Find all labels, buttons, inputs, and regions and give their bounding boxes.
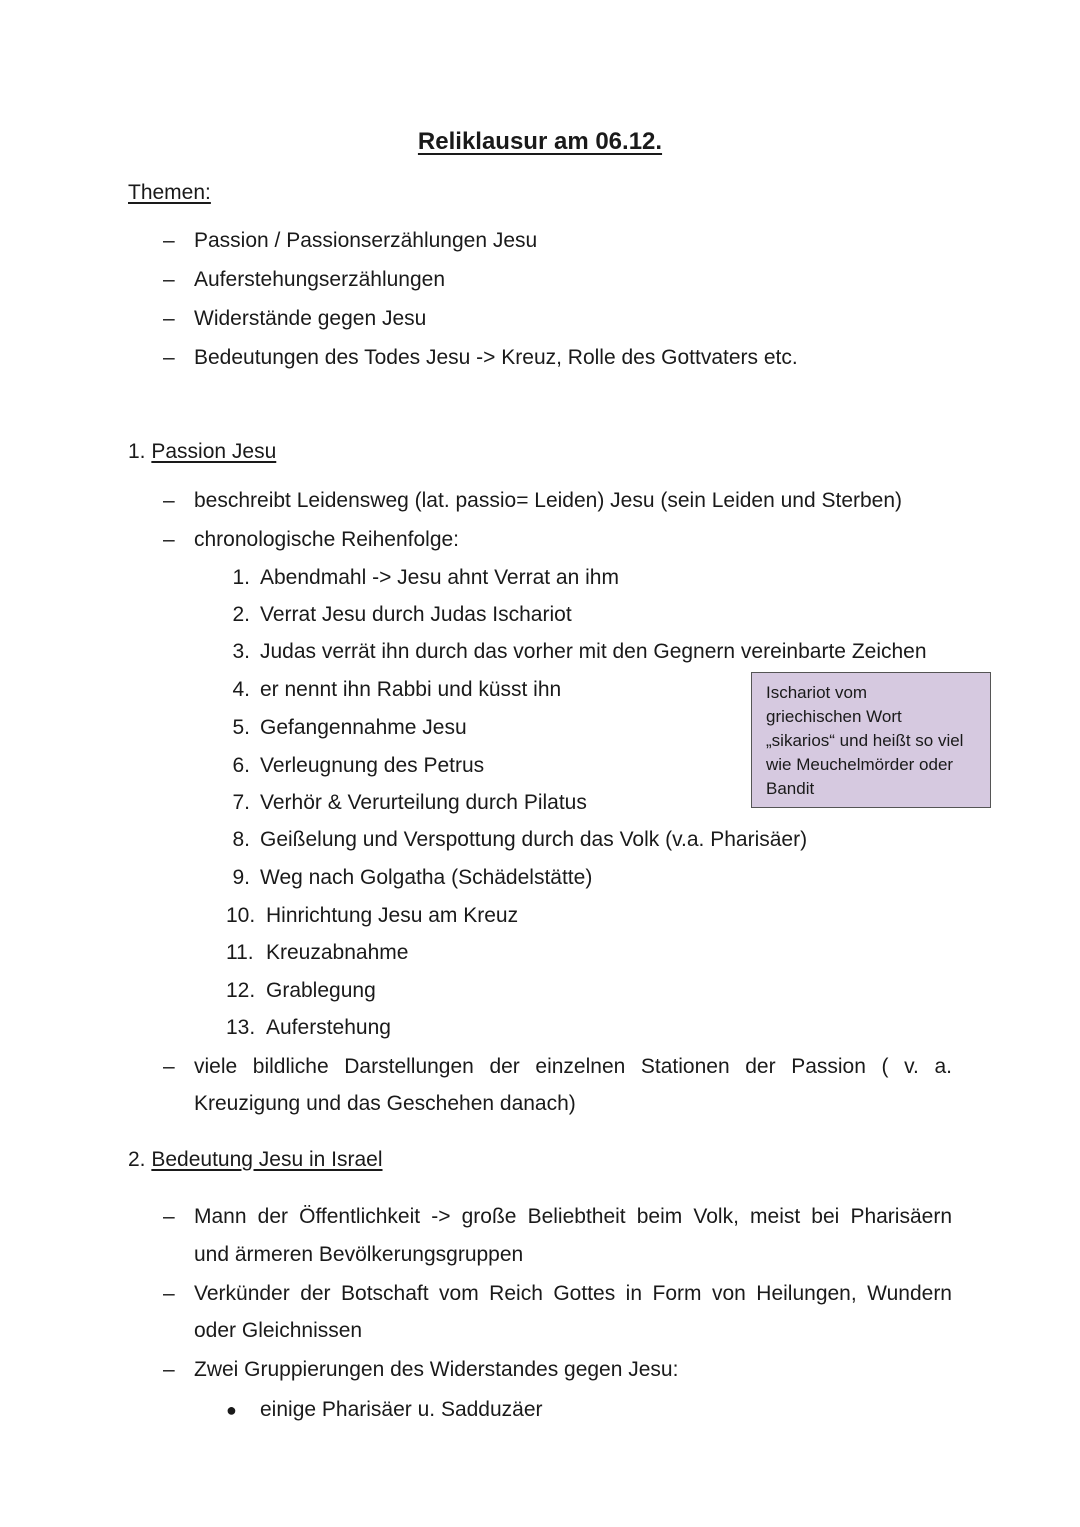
step-number: 5. xyxy=(232,716,250,739)
dash-marker: – xyxy=(163,268,175,291)
dash-marker: – xyxy=(163,307,175,330)
section2-number: 2. xyxy=(128,1148,146,1171)
dash-marker: – xyxy=(163,489,175,512)
step-number: 9. xyxy=(232,866,250,889)
step-text: Geißelung und Verspottung durch das Volk (v.a. Pharisäer) xyxy=(260,828,808,851)
section1-bullet-line: viele bildliche Darstellungen der einzelnen Stationen der Passion ( v. a. xyxy=(194,1055,952,1078)
dash-marker: – xyxy=(163,229,175,252)
section2-subitem: einige Pharisäer u. Sadduzäer xyxy=(260,1398,543,1421)
section2-bullet-line: Mann der Öffentlichkeit -> große Beliebtheit beim Volk, meist bei Pharisäern xyxy=(194,1205,952,1228)
step-number: 6. xyxy=(232,754,250,777)
step-text: Gefangennahme Jesu xyxy=(260,716,467,739)
section1-number: 1. xyxy=(128,440,146,463)
note-line: griechischen Wort xyxy=(766,707,902,726)
section2-bullet-line: Zwei Gruppierungen des Widerstandes gegen Jesu: xyxy=(194,1358,679,1381)
section2-title: Bedeutung Jesu in Israel xyxy=(151,1148,383,1171)
dash-marker: – xyxy=(163,1205,175,1228)
step-text: Auferstehung xyxy=(266,1016,391,1039)
step-text: Hinrichtung Jesu am Kreuz xyxy=(266,904,519,927)
step-number: 12. xyxy=(226,979,256,1002)
note-line: Bandit xyxy=(766,779,815,798)
step-number: 11. xyxy=(226,941,254,964)
section2-bullet-line: oder Gleichnissen xyxy=(194,1319,363,1342)
note-line: „sikarios“ und heißt so viel xyxy=(766,731,964,750)
themen-heading: Themen: xyxy=(128,181,211,204)
step-text: Kreuzabnahme xyxy=(266,941,409,964)
bullet-dot-icon: ● xyxy=(226,1400,237,1420)
section2-heading xyxy=(128,1148,383,1172)
step-number: 4. xyxy=(232,678,250,701)
step-number: 10. xyxy=(226,904,256,927)
step-number: 3. xyxy=(232,640,250,663)
section2-bullet-line: und ärmeren Bevölkerungsgruppen xyxy=(194,1243,524,1266)
step-number: 2. xyxy=(232,603,250,626)
page-title: Reliklausur am 06.12. xyxy=(417,128,663,155)
dash-marker: – xyxy=(163,1282,175,1305)
section1-bullet-line: Kreuzigung und das Geschehen danach) xyxy=(194,1092,576,1115)
step-text: Judas verrät ihn durch das vorher mit den Gegnern vereinbarte Zeichen xyxy=(260,640,927,663)
side-note-box xyxy=(751,672,991,808)
dash-marker: – xyxy=(163,528,175,551)
step-number: 7. xyxy=(232,791,250,814)
themen-item: Auferstehungserzählungen xyxy=(194,268,446,291)
section1-heading xyxy=(128,440,276,464)
themen-item: Widerstände gegen Jesu xyxy=(194,307,427,330)
step-text: Abendmahl -> Jesu ahnt Verrat an ihm xyxy=(260,566,619,589)
step-text: Verhör & Verurteilung durch Pilatus xyxy=(260,791,587,814)
step-text: Weg nach Golgatha (Schädelstätte) xyxy=(260,866,593,889)
section1-bullet: chronologische Reihenfolge: xyxy=(194,528,460,551)
themen-item: Bedeutungen des Todes Jesu -> Kreuz, Rolle des Gottvaters etc. xyxy=(194,346,798,369)
step-number: 13. xyxy=(226,1016,256,1039)
dash-marker: – xyxy=(163,1055,175,1078)
dash-marker: – xyxy=(163,346,175,369)
step-number: 1. xyxy=(232,566,250,589)
note-line: Ischariot vom xyxy=(766,683,868,702)
step-text: er nennt ihn Rabbi und küsst ihn xyxy=(260,678,562,701)
step-text: Verrat Jesu durch Judas Ischariot xyxy=(260,603,572,626)
section1-title: Passion Jesu xyxy=(151,440,277,463)
themen-item: Passion / Passionserzählungen Jesu xyxy=(194,229,538,252)
step-text: Verleugnung des Petrus xyxy=(260,754,485,777)
step-number: 8. xyxy=(232,828,250,851)
section1-bullet: beschreibt Leidensweg (lat. passio= Leiden) Jesu (sein Leiden und Sterben) xyxy=(194,489,903,512)
note-line: wie Meuchelmörder oder xyxy=(766,755,954,774)
step-text: Grablegung xyxy=(266,979,376,1002)
dash-marker: – xyxy=(163,1358,175,1381)
section2-bullet-line: Verkünder der Botschaft vom Reich Gottes in Form von Heilungen, Wundern xyxy=(194,1282,952,1305)
